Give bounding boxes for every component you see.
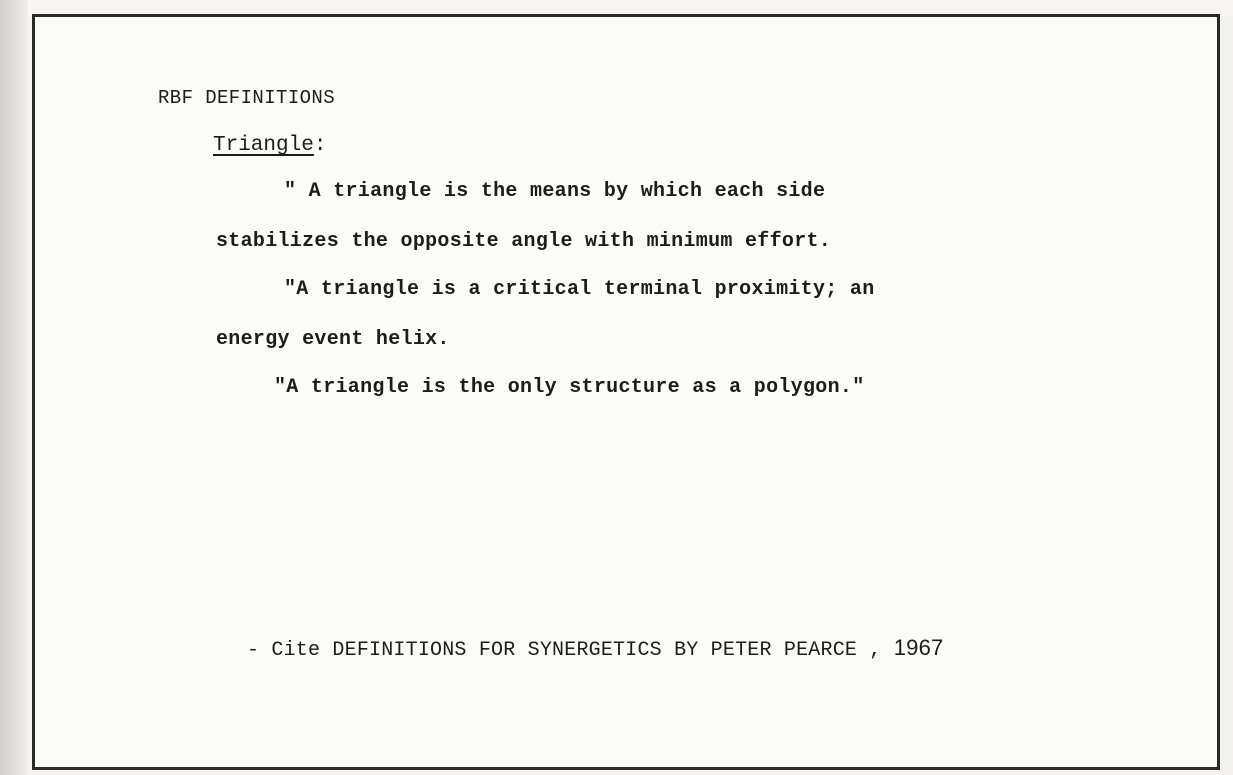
definition-line: " A triangle is the means by which each side <box>284 180 826 203</box>
definition-line: stabilizes the opposite angle with minimum effort. <box>216 230 832 253</box>
term-colon: : <box>313 134 327 157</box>
definition-line: energy event helix. <box>216 328 450 351</box>
term-label <box>213 134 326 158</box>
document-heading: RBF DEFINITIONS <box>158 87 336 109</box>
term-word: Triangle <box>213 134 314 157</box>
definition-line: "A triangle is a critical terminal proximity; an <box>284 278 875 301</box>
citation <box>247 636 943 663</box>
page-edge-shadow <box>0 0 28 775</box>
citation-year: 1967 <box>893 635 944 660</box>
citation-text: - Cite DEFINITIONS FOR SYNERGETICS BY PETER PEARCE , <box>247 639 882 662</box>
definition-line: "A triangle is the only structure as a polygon." <box>274 376 865 399</box>
